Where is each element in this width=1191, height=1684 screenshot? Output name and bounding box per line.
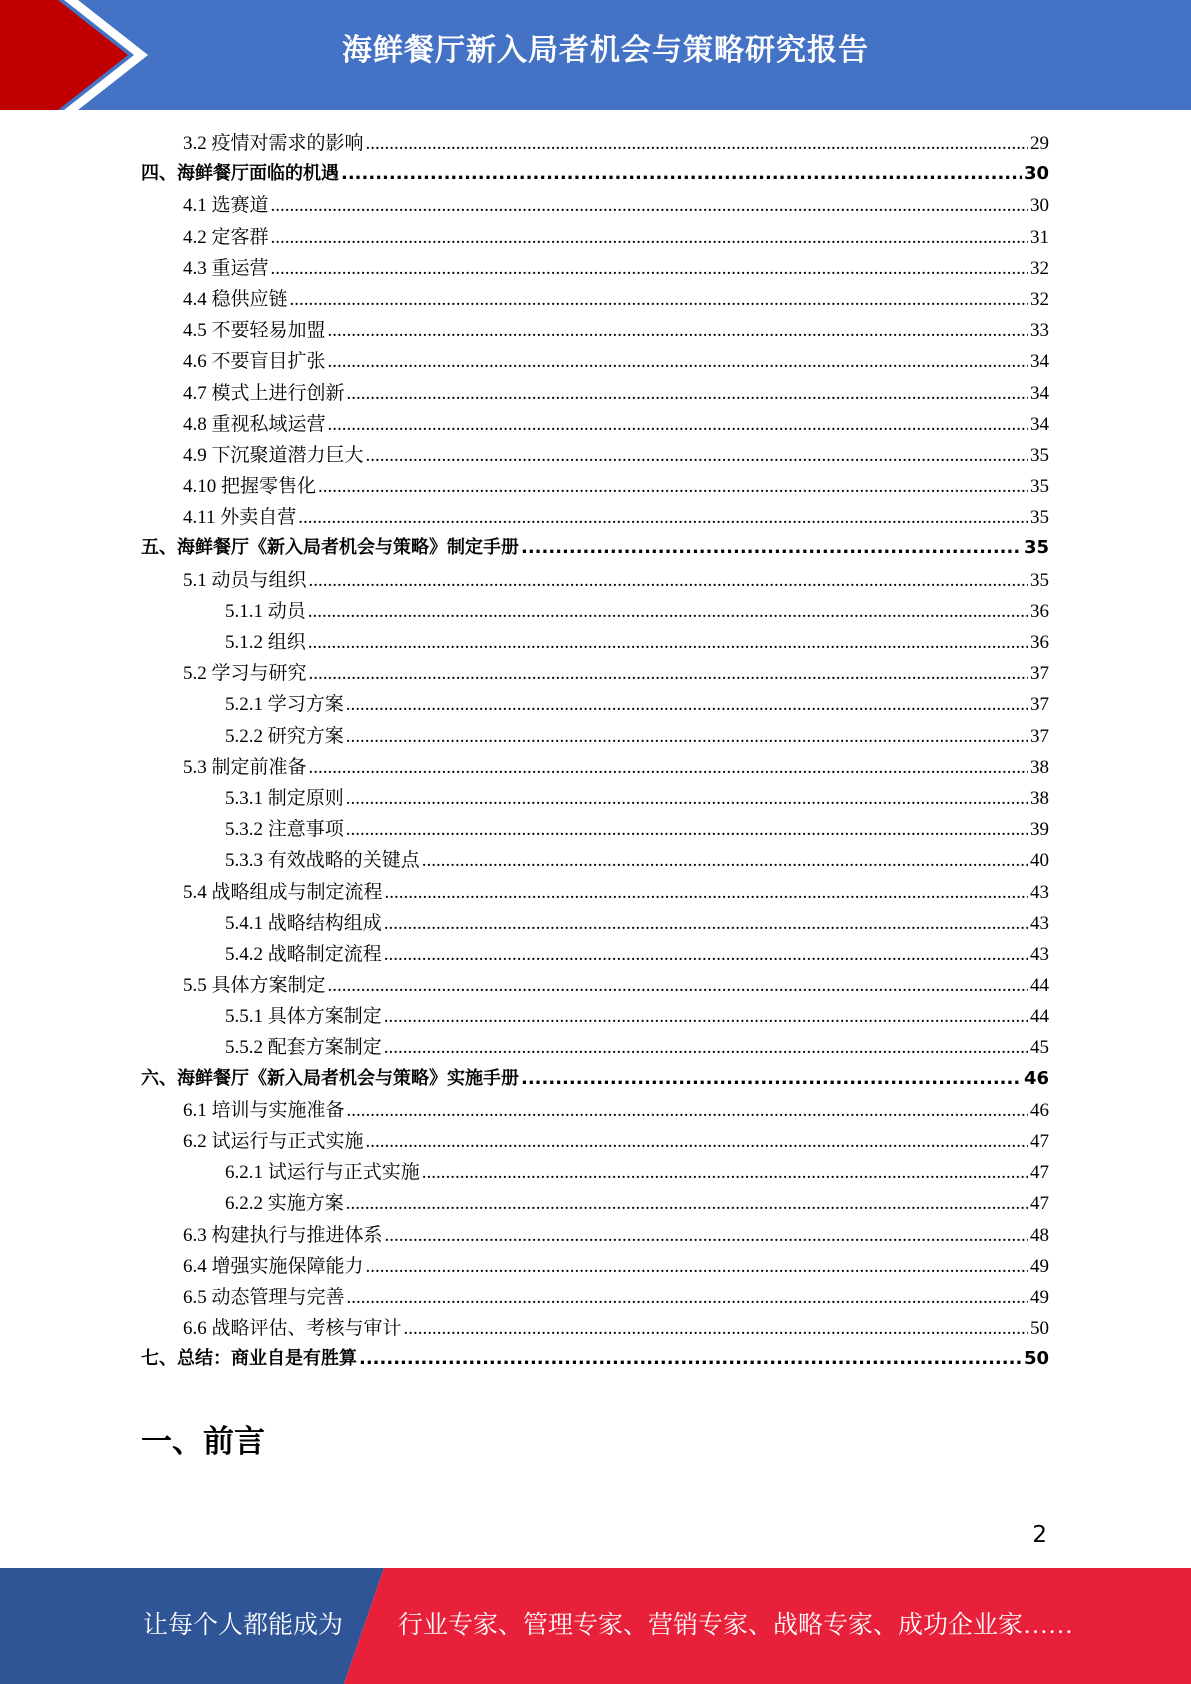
toc-leader-dots bbox=[308, 601, 1028, 623]
toc-entry[interactable] bbox=[141, 783, 1049, 814]
toc-entry-page: 37 bbox=[1030, 725, 1049, 747]
footer-slogan-left: 让每个人都能成为 bbox=[143, 1612, 344, 1639]
toc-entry[interactable] bbox=[141, 658, 1049, 689]
footer-slogan-right: 行业专家、管理专家、营销专家、战略专家、成功企业家…… bbox=[398, 1612, 1074, 1639]
toc-entry-page: 35 bbox=[1030, 507, 1049, 529]
toc-entry-label: 6.4 增强实施保障能力 bbox=[183, 1255, 364, 1277]
toc-entry-page: 30 bbox=[1030, 195, 1049, 217]
toc-entry[interactable] bbox=[141, 908, 1049, 939]
toc-entry[interactable] bbox=[141, 814, 1049, 845]
toc-entry-label: 3.2 疫情对需求的影响 bbox=[183, 133, 364, 154]
toc-entry[interactable] bbox=[141, 128, 1049, 159]
toc-leader-dots bbox=[271, 195, 1028, 217]
toc-entry-label: 五、海鲜餐厅《新入局者机会与策略》制定手册 bbox=[141, 537, 519, 559]
toc-entry-page: 43 bbox=[1030, 881, 1049, 903]
toc-entry-page: 50 bbox=[1030, 1318, 1049, 1340]
toc-leader-dots bbox=[521, 537, 1022, 558]
toc-leader-dots bbox=[384, 913, 1028, 935]
toc-entry-page: 47 bbox=[1030, 1162, 1049, 1184]
toc-entry-page: 32 bbox=[1030, 257, 1049, 279]
page-header bbox=[0, 0, 1191, 110]
toc-entry[interactable] bbox=[141, 627, 1049, 658]
toc-leader-dots bbox=[346, 788, 1028, 810]
toc-entry-page: 47 bbox=[1030, 1131, 1049, 1152]
toc-entry-page: 37 bbox=[1030, 694, 1049, 716]
toc-leader-dots bbox=[328, 414, 1028, 436]
toc-entry-page: 45 bbox=[1030, 1037, 1049, 1059]
toc-entry-page: 46 bbox=[1023, 1067, 1049, 1089]
toc-entry[interactable] bbox=[141, 1095, 1049, 1126]
page-number: 2 bbox=[1032, 1522, 1047, 1548]
toc-entry-label: 5.4.1 战略结构组成 bbox=[225, 912, 382, 934]
toc-entry[interactable] bbox=[141, 1157, 1049, 1188]
toc-entry-label: 5.1.2 组织 bbox=[225, 632, 306, 653]
toc-entry-label: 4.7 模式上进行创新 bbox=[183, 382, 345, 404]
toc-entry-page: 32 bbox=[1030, 288, 1049, 310]
toc-leader-dots bbox=[521, 1068, 1022, 1089]
toc-leader-dots bbox=[309, 757, 1028, 779]
toc-entry[interactable] bbox=[141, 1064, 1049, 1095]
toc-entry-label: 5.2.2 研究方案 bbox=[225, 725, 344, 747]
toc-entry[interactable] bbox=[141, 253, 1049, 284]
toc-entry-page: 35 bbox=[1030, 569, 1049, 591]
toc-leader-dots bbox=[290, 289, 1028, 311]
toc-entry-page: 49 bbox=[1030, 1255, 1049, 1277]
toc-entry-page: 47 bbox=[1030, 1193, 1049, 1215]
toc-entry-label: 5.5.2 配套方案制定 bbox=[225, 1037, 382, 1059]
toc-entry-page: 30 bbox=[1023, 163, 1049, 185]
toc-entry-label: 5.5 具体方案制定 bbox=[183, 975, 326, 997]
toc-leader-dots bbox=[318, 476, 1028, 498]
toc-entry-label: 四、海鲜餐厅面临的机遇 bbox=[141, 163, 339, 185]
toc-leader-dots bbox=[347, 1287, 1028, 1309]
toc-entry-label: 6.2.2 实施方案 bbox=[225, 1193, 344, 1215]
toc-entry-page: 35 bbox=[1023, 537, 1049, 559]
toc-entry[interactable] bbox=[141, 471, 1049, 502]
toc-leader-dots bbox=[309, 570, 1028, 592]
toc-entry-page: 48 bbox=[1030, 1224, 1049, 1246]
toc-entry-page: 35 bbox=[1030, 476, 1049, 498]
toc-entry-label: 6.5 动态管理与完善 bbox=[183, 1286, 345, 1308]
toc-entry[interactable] bbox=[141, 222, 1049, 253]
toc-entry-page: 43 bbox=[1030, 943, 1049, 965]
toc-entry-page: 37 bbox=[1030, 663, 1049, 685]
toc-leader-dots bbox=[404, 1318, 1028, 1340]
toc-entry-label: 六、海鲜餐厅《新入局者机会与策略》实施手册 bbox=[141, 1067, 519, 1089]
toc-entry-page: 43 bbox=[1030, 912, 1049, 934]
table-of-contents bbox=[141, 128, 1049, 1376]
toc-entry-page: 36 bbox=[1030, 632, 1049, 653]
toc-entry[interactable] bbox=[141, 596, 1049, 627]
toc-leader-dots bbox=[384, 944, 1028, 966]
toc-leader-dots bbox=[366, 1131, 1028, 1153]
document-title: 海鲜餐厅新入局者机会与策略研究报告 bbox=[342, 33, 869, 68]
toc-entry-label: 5.3.2 注意事项 bbox=[225, 819, 344, 841]
toc-leader-dots bbox=[341, 163, 1022, 184]
toc-entry-label: 4.2 定客群 bbox=[183, 226, 269, 248]
section-heading: 一、前言 bbox=[141, 1424, 265, 1460]
toc-entry-page: 34 bbox=[1030, 413, 1049, 435]
toc-entry-page: 31 bbox=[1030, 226, 1049, 248]
toc-entry-label: 5.1.1 动员 bbox=[225, 600, 306, 622]
toc-leader-dots bbox=[385, 1225, 1028, 1247]
toc-entry-label: 5.4.2 战略制定流程 bbox=[225, 943, 382, 965]
toc-entry[interactable] bbox=[141, 1032, 1049, 1063]
toc-entry-page: 34 bbox=[1030, 351, 1049, 373]
toc-entry[interactable] bbox=[141, 533, 1049, 564]
toc-entry[interactable] bbox=[141, 502, 1049, 533]
toc-entry-label: 4.5 不要轻易加盟 bbox=[183, 320, 326, 342]
toc-entry-page: 33 bbox=[1030, 320, 1049, 342]
toc-entry-page: 49 bbox=[1030, 1286, 1049, 1308]
toc-entry-label: 6.3 构建执行与推进体系 bbox=[183, 1224, 383, 1246]
toc-entry-label: 5.3.1 制定原则 bbox=[225, 787, 344, 809]
toc-entry-page: 50 bbox=[1023, 1348, 1049, 1370]
toc-entry-label: 4.3 重运营 bbox=[183, 257, 269, 279]
toc-entry[interactable] bbox=[141, 845, 1049, 876]
page-footer bbox=[0, 1568, 1191, 1684]
toc-entry-label: 6.6 战略评估、考核与审计 bbox=[183, 1318, 402, 1340]
toc-leader-dots bbox=[308, 632, 1028, 654]
toc-entry[interactable] bbox=[141, 315, 1049, 346]
toc-entry[interactable] bbox=[141, 1282, 1049, 1313]
toc-entry-page: 39 bbox=[1030, 819, 1049, 841]
toc-leader-dots bbox=[328, 320, 1028, 342]
toc-leader-dots bbox=[385, 882, 1028, 904]
toc-entry-page: 40 bbox=[1030, 850, 1049, 872]
toc-entry[interactable] bbox=[141, 190, 1049, 221]
toc-leader-dots bbox=[366, 445, 1028, 467]
toc-entry[interactable] bbox=[141, 939, 1049, 970]
toc-leader-dots bbox=[328, 351, 1028, 373]
toc-leader-dots bbox=[384, 1037, 1028, 1059]
toc-leader-dots bbox=[359, 1348, 1022, 1369]
toc-entry[interactable] bbox=[141, 440, 1049, 471]
toc-entry[interactable] bbox=[141, 409, 1049, 440]
toc-entry[interactable] bbox=[141, 752, 1049, 783]
toc-leader-dots bbox=[346, 694, 1028, 716]
toc-entry-label: 5.4 战略组成与制定流程 bbox=[183, 881, 383, 903]
toc-entry-label: 5.2.1 学习方案 bbox=[225, 694, 344, 716]
toc-leader-dots bbox=[271, 258, 1028, 280]
toc-entry[interactable] bbox=[141, 1126, 1049, 1157]
toc-entry-label: 5.2 学习与研究 bbox=[183, 663, 307, 685]
toc-entry-page: 36 bbox=[1030, 600, 1049, 622]
toc-leader-dots bbox=[309, 663, 1028, 685]
toc-leader-dots bbox=[347, 383, 1028, 405]
toc-entry[interactable] bbox=[141, 721, 1049, 752]
toc-entry-label: 4.11 外卖自营 bbox=[183, 507, 297, 529]
toc-leader-dots bbox=[346, 726, 1028, 748]
toc-entry-label: 4.1 选赛道 bbox=[183, 195, 269, 217]
toc-entry-label: 5.5.1 具体方案制定 bbox=[225, 1006, 382, 1028]
toc-entry-page: 38 bbox=[1030, 756, 1049, 778]
toc-entry-label: 5.3.3 有效战略的关键点 bbox=[225, 850, 420, 872]
toc-leader-dots bbox=[422, 850, 1028, 872]
toc-entry-page: 29 bbox=[1030, 133, 1049, 154]
toc-entry[interactable] bbox=[141, 1001, 1049, 1032]
toc-entry[interactable] bbox=[141, 877, 1049, 908]
toc-entry-page: 46 bbox=[1030, 1099, 1049, 1121]
toc-leader-dots bbox=[271, 227, 1028, 249]
toc-entry[interactable] bbox=[141, 159, 1049, 190]
toc-leader-dots bbox=[346, 819, 1028, 841]
toc-entry[interactable] bbox=[141, 1220, 1049, 1251]
toc-entry-label: 4.8 重视私域运营 bbox=[183, 413, 326, 435]
toc-leader-dots bbox=[346, 1193, 1028, 1215]
toc-leader-dots bbox=[298, 507, 1028, 529]
toc-entry-label: 6.1 培训与实施准备 bbox=[183, 1099, 345, 1121]
toc-leader-dots bbox=[328, 975, 1028, 997]
toc-entry[interactable] bbox=[141, 284, 1049, 315]
toc-entry-page: 34 bbox=[1030, 382, 1049, 404]
toc-entry-label: 6.2 试运行与正式实施 bbox=[183, 1131, 364, 1152]
toc-leader-dots bbox=[366, 133, 1028, 155]
toc-entry-page: 38 bbox=[1030, 787, 1049, 809]
toc-entry[interactable] bbox=[141, 1251, 1049, 1282]
toc-entry-page: 44 bbox=[1030, 975, 1049, 997]
toc-entry[interactable] bbox=[141, 1313, 1049, 1344]
toc-entry-label: 4.4 稳供应链 bbox=[183, 288, 288, 310]
toc-entry[interactable] bbox=[141, 565, 1049, 596]
toc-entry[interactable] bbox=[141, 346, 1049, 377]
toc-entry-label: 4.9 下沉聚道潜力巨大 bbox=[183, 444, 364, 466]
toc-leader-dots bbox=[366, 1256, 1028, 1278]
toc-leader-dots bbox=[347, 1100, 1028, 1122]
toc-entry[interactable] bbox=[141, 689, 1049, 720]
toc-entry-label: 4.6 不要盲目扩张 bbox=[183, 351, 326, 373]
toc-leader-dots bbox=[422, 1162, 1028, 1184]
toc-entry[interactable] bbox=[141, 970, 1049, 1001]
toc-entry[interactable] bbox=[141, 1344, 1049, 1375]
toc-entry-label: 七、总结：商业自是有胜算 bbox=[141, 1348, 357, 1370]
toc-entry-page: 35 bbox=[1030, 444, 1049, 466]
toc-entry-page: 44 bbox=[1030, 1006, 1049, 1028]
toc-leader-dots bbox=[384, 1006, 1028, 1028]
toc-entry-label: 6.2.1 试运行与正式实施 bbox=[225, 1162, 420, 1184]
toc-entry[interactable] bbox=[141, 378, 1049, 409]
toc-entry-label: 5.3 制定前准备 bbox=[183, 756, 307, 778]
toc-entry[interactable] bbox=[141, 1188, 1049, 1219]
toc-entry-label: 4.10 把握零售化 bbox=[183, 476, 317, 498]
toc-entry-label: 5.1 动员与组织 bbox=[183, 569, 307, 591]
